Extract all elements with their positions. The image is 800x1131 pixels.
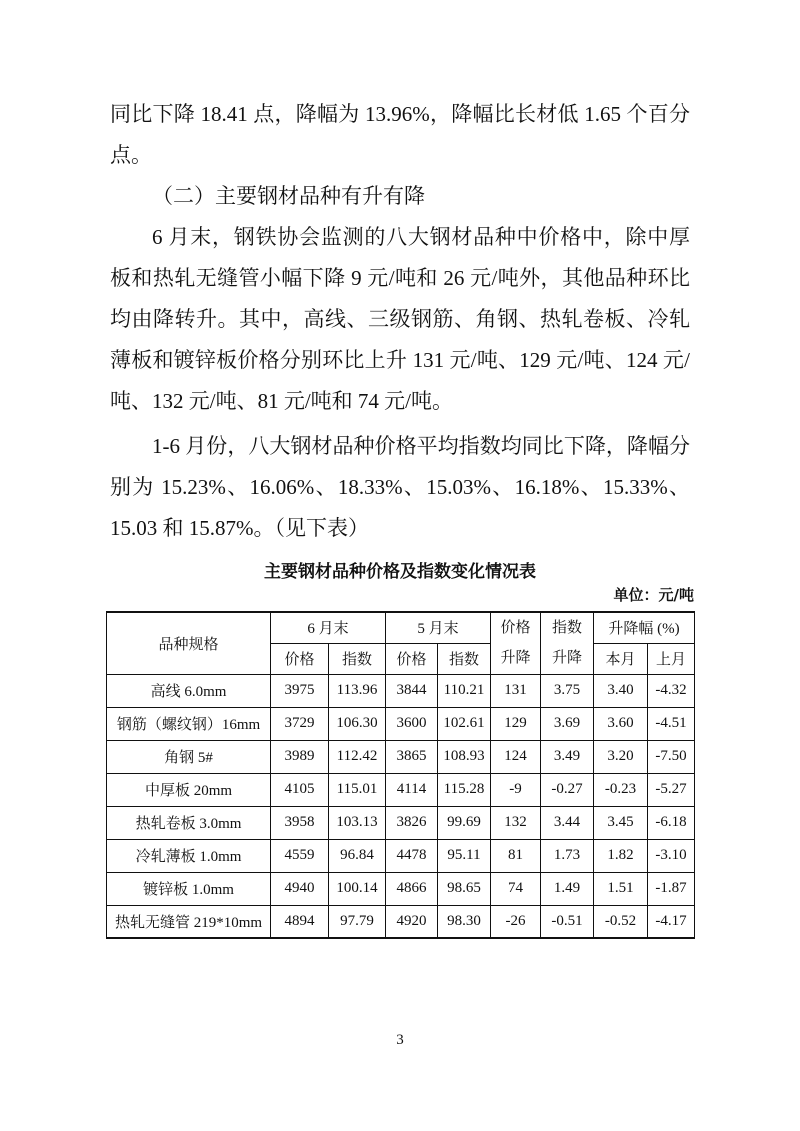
header-change-pct: 升降幅 (%)	[594, 612, 695, 643]
top-margin	[110, 0, 690, 94]
spec-cell: 中厚板 20mm	[107, 773, 271, 806]
index-change-cell: 1.49	[541, 872, 594, 905]
header-last-month: 上月	[648, 643, 695, 674]
jun-price-cell: 4559	[271, 839, 329, 872]
may-price-cell: 4478	[386, 839, 438, 872]
price-change-cell: 129	[491, 707, 541, 740]
pct-this-month-cell: 1.51	[594, 872, 648, 905]
header-index-change-line2: 升降	[552, 650, 583, 667]
page-number: 3	[396, 1032, 404, 1048]
jun-index-cell: 103.13	[329, 806, 386, 839]
header-this-month: 本月	[594, 643, 648, 674]
pct-last-month-cell: -4.32	[648, 674, 695, 707]
spec-cell: 冷轧薄板 1.0mm	[107, 839, 271, 872]
table-row	[107, 707, 695, 740]
price-change-cell: 81	[491, 839, 541, 872]
may-price-cell: 3865	[386, 740, 438, 773]
table-row	[107, 806, 695, 839]
header-price-change-line2: 升降	[500, 650, 531, 667]
may-index-cell: 108.93	[438, 740, 491, 773]
may-price-cell: 3826	[386, 806, 438, 839]
index-change-cell: 3.69	[541, 707, 594, 740]
table-row	[107, 740, 695, 773]
pct-this-month-cell: 3.40	[594, 674, 648, 707]
may-price-cell: 4920	[386, 905, 438, 938]
section-heading: （二）主要钢材品种有升有降	[152, 184, 425, 208]
jun-price-cell: 4105	[271, 773, 329, 806]
index-change-cell: 1.73	[541, 839, 594, 872]
may-index-cell: 102.61	[438, 707, 491, 740]
table-row	[107, 872, 695, 905]
spec-cell: 热轧卷板 3.0mm	[107, 806, 271, 839]
pct-this-month-cell: 3.20	[594, 740, 648, 773]
header-june-index: 指数	[329, 643, 386, 674]
text-content	[110, 0, 694, 939]
price-change-cell: -9	[491, 773, 541, 806]
header-index-change-line1: 指数	[552, 620, 583, 637]
price-change-cell: 124	[491, 740, 541, 773]
jun-index-cell: 113.96	[329, 674, 386, 707]
pct-last-month-cell: -7.50	[648, 740, 695, 773]
index-change-cell: -0.51	[541, 905, 594, 938]
may-price-cell: 3600	[386, 707, 438, 740]
jun-price-cell: 3989	[271, 740, 329, 773]
header-june: 6 月末	[271, 612, 386, 643]
jun-index-cell: 112.42	[329, 740, 386, 773]
paragraph-continuation: 同比下降 18.41 点，降幅为 13.96%，降幅比长材低 1.65 个百分点。	[110, 102, 690, 167]
steel-price-index-table	[106, 611, 695, 939]
table-row	[107, 674, 695, 707]
price-change-cell: 74	[491, 872, 541, 905]
may-index-cell: 95.11	[438, 839, 491, 872]
index-change-cell: -0.27	[541, 773, 594, 806]
jun-index-cell: 97.79	[329, 905, 386, 938]
header-price-change-line1: 价格	[500, 620, 531, 637]
spec-cell: 高线 6.0mm	[107, 674, 271, 707]
header-june-price: 价格	[271, 643, 329, 674]
header-may-price: 价格	[386, 643, 438, 674]
may-price-cell: 4114	[386, 773, 438, 806]
pct-last-month-cell: -1.87	[648, 872, 695, 905]
pct-last-month-cell: -4.51	[648, 707, 695, 740]
paragraph-jan-june-indexes: 1-6 月份，八大钢材品种价格平均指数均同比下降，降幅分别为 15.23%、16.06%、18.33%、15.03%、16.18%、15.33%、15.03 和 15.87%。（见下表）	[110, 434, 690, 540]
table-title: 主要钢材品种价格及指数变化情况表	[264, 562, 536, 582]
price-change-cell: -26	[491, 905, 541, 938]
table-header	[107, 612, 695, 674]
spec-cell: 钢筋（螺纹钢）16mm	[107, 707, 271, 740]
paragraph-june-prices: 6 月末，钢铁协会监测的八大钢材品种中价格中，除中厚板和热轧无缝管小幅下降 9 元/吨和 26 元/吨外，其他品种环比均由降转升。其中，高线、三级钢筋、角钢、热轧卷板、冷轧薄板和镀锌板价格分别环比上升 131 元/吨、129 元/吨、124 元/吨、132 元/吨、81 元/吨和 74 元/吨。	[110, 225, 690, 413]
header-row-1	[107, 612, 695, 643]
header-spec: 品种规格	[107, 612, 271, 674]
spec-cell: 热轧无缝管 219*10mm	[107, 905, 271, 938]
header-may-index: 指数	[438, 643, 491, 674]
spec-cell: 角钢 5#	[107, 740, 271, 773]
spec-cell: 镀锌板 1.0mm	[107, 872, 271, 905]
header-may: 5 月末	[386, 612, 491, 643]
may-price-cell: 3844	[386, 674, 438, 707]
jun-index-cell: 106.30	[329, 707, 386, 740]
table-body	[107, 674, 695, 938]
pct-this-month-cell: -0.52	[594, 905, 648, 938]
jun-price-cell: 3958	[271, 806, 329, 839]
pct-this-month-cell: 3.45	[594, 806, 648, 839]
may-index-cell: 99.69	[438, 806, 491, 839]
may-index-cell: 115.28	[438, 773, 491, 806]
may-index-cell: 98.65	[438, 872, 491, 905]
table-unit-label: 单位：元/吨	[613, 586, 694, 604]
jun-price-cell: 3975	[271, 674, 329, 707]
index-change-cell: 3.44	[541, 806, 594, 839]
jun-index-cell: 100.14	[329, 872, 386, 905]
may-index-cell: 110.21	[438, 674, 491, 707]
pct-this-month-cell: -0.23	[594, 773, 648, 806]
pct-this-month-cell: 3.60	[594, 707, 648, 740]
table-row	[107, 773, 695, 806]
jun-price-cell: 3729	[271, 707, 329, 740]
index-change-cell: 3.49	[541, 740, 594, 773]
price-change-cell: 132	[491, 806, 541, 839]
may-index-cell: 98.30	[438, 905, 491, 938]
header-index-change	[541, 612, 594, 674]
jun-price-cell: 4894	[271, 905, 329, 938]
table-row	[107, 839, 695, 872]
pct-last-month-cell: -4.17	[648, 905, 695, 938]
may-price-cell: 4866	[386, 872, 438, 905]
header-price-change	[491, 612, 541, 674]
pct-last-month-cell: -6.18	[648, 806, 695, 839]
jun-index-cell: 115.01	[329, 773, 386, 806]
index-change-cell: 3.75	[541, 674, 594, 707]
table-row	[107, 905, 695, 938]
pct-this-month-cell: 1.82	[594, 839, 648, 872]
pct-last-month-cell: -5.27	[648, 773, 695, 806]
jun-price-cell: 4940	[271, 872, 329, 905]
price-change-cell: 131	[491, 674, 541, 707]
pct-last-month-cell: -3.10	[648, 839, 695, 872]
jun-index-cell: 96.84	[329, 839, 386, 872]
